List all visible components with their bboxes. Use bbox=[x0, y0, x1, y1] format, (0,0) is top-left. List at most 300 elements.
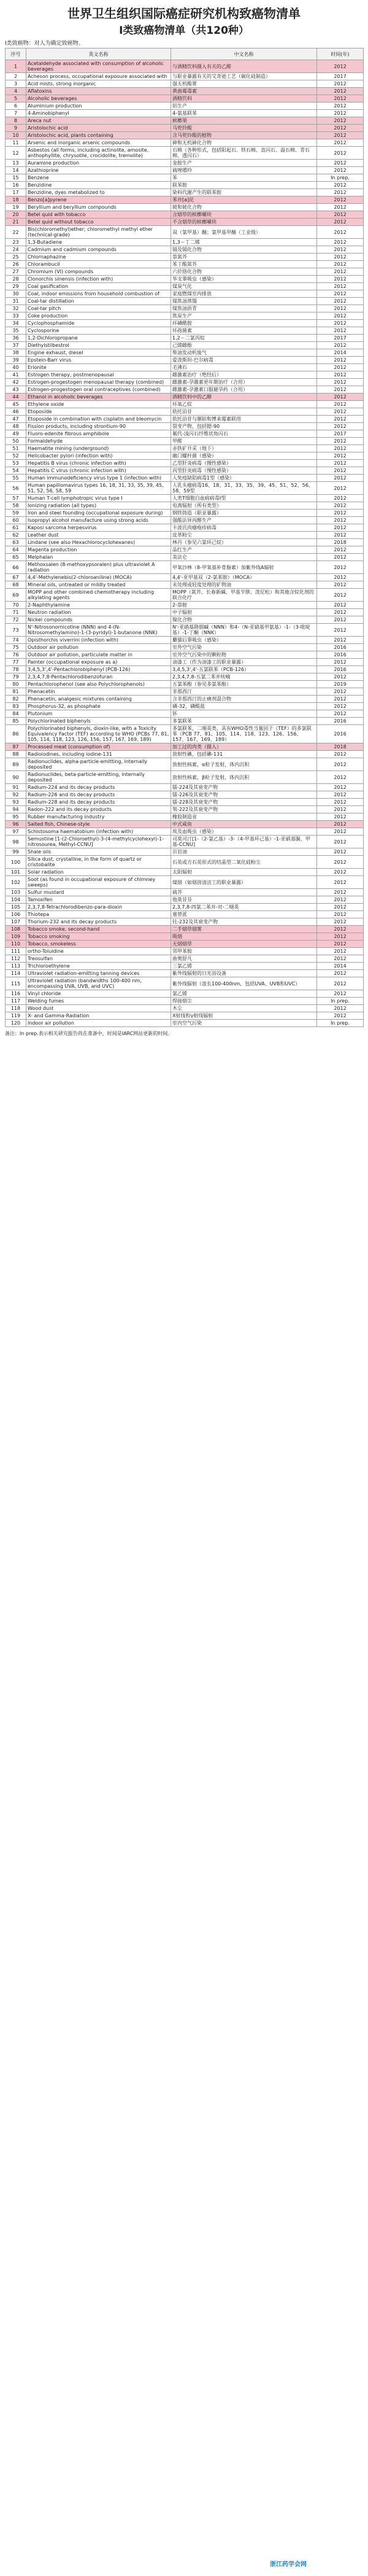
cell-chinese-name: 放射性核素，α粒子发射，体内沉积 bbox=[171, 758, 317, 771]
cell-year: 2012 bbox=[317, 688, 364, 696]
cell-english-name: Radium-224 and its decay products bbox=[26, 784, 171, 791]
cell-year: 2012 bbox=[317, 460, 364, 467]
cell-english-name: Methoxsalen (8-methoxypsoralen) plus ultraviolet A radiation bbox=[26, 561, 171, 574]
cell-english-name: Solar radiation bbox=[26, 869, 171, 876]
cell-chinese-name: 橡胶制造业 bbox=[171, 813, 317, 821]
cell-chinese-name: 氡-222及其衰变产物 bbox=[171, 806, 317, 813]
cell-year: 2012 bbox=[317, 182, 364, 189]
cell-year: 2012 bbox=[317, 103, 364, 110]
table-row bbox=[6, 132, 364, 139]
cell-year: 2012 bbox=[317, 226, 364, 239]
cell-english-name: Beryllium and beryllium compounds bbox=[26, 204, 171, 211]
cell-number: 30 bbox=[6, 290, 26, 298]
cell-english-name: Human T-cell lymphotropic virus type I bbox=[26, 495, 171, 502]
cell-chinese-name: 氯乙烯 bbox=[171, 990, 317, 998]
cell-english-name: Acetaldehyde associated with consumption of alcoholic beverages bbox=[26, 60, 171, 73]
cell-chinese-name: 不含烟草的槟榔嚼块 bbox=[171, 219, 317, 226]
table-row bbox=[6, 475, 364, 482]
cell-number: 109 bbox=[6, 933, 26, 941]
cell-english-name: Benzidine, dyes metabolized to bbox=[26, 189, 171, 196]
cell-chinese-name: 柴油发动机废气 bbox=[171, 349, 317, 357]
cell-year: 2012 bbox=[317, 204, 364, 211]
table-row bbox=[6, 305, 364, 312]
cell-chinese-name: 2,3,7,8-四氯二苯并-对-二噁英 bbox=[171, 904, 317, 911]
cell-chinese-name: 含烟草的槟榔嚼块 bbox=[171, 211, 317, 219]
table-row bbox=[6, 342, 364, 349]
table-row bbox=[6, 581, 364, 589]
cell-year: 2016 bbox=[317, 666, 364, 673]
cell-english-name: 3,4,5,3',4'-Pentachlorobiphenyl (PCB-126) bbox=[26, 666, 171, 673]
table-row bbox=[6, 349, 364, 357]
cell-english-name: Iron and steel founding (occupational exposure during) bbox=[26, 510, 171, 517]
cell-chinese-name: 石英或方石英形式的结晶型二氧化硅粉尘 bbox=[171, 856, 317, 869]
cell-chinese-name: 苯并[a]芘 bbox=[171, 196, 317, 204]
table-row bbox=[6, 869, 364, 876]
cell-chinese-name: 镍化合物 bbox=[171, 616, 317, 624]
table-row bbox=[6, 226, 364, 239]
cell-english-name: Soot (as found in occupational exposure of chimney sweeps) bbox=[26, 876, 171, 889]
cell-number: 27 bbox=[6, 268, 26, 276]
cell-chinese-name: 黄曲霉毒素 bbox=[171, 88, 317, 95]
table-row bbox=[6, 904, 364, 911]
table-row bbox=[6, 911, 364, 918]
cell-year: 2012 bbox=[317, 438, 364, 445]
table-row bbox=[6, 261, 364, 268]
cell-year: 2012 bbox=[317, 283, 364, 290]
cell-number: 64 bbox=[6, 546, 26, 554]
cell-year: 2012 bbox=[317, 848, 364, 856]
cell-chinese-name: 司莫司汀[1-（2-氯乙基）-3-（4-甲基环己基）-1-亚硝基脲，甲基-CCNU] bbox=[171, 836, 317, 848]
cell-english-name: Cadmium and cadmium compounds bbox=[26, 246, 171, 254]
cell-number: 33 bbox=[6, 312, 26, 320]
cell-chinese-name: 中子辐射 bbox=[171, 609, 317, 616]
cell-english-name: Arsenic and inorganic arsenic compounds bbox=[26, 139, 171, 147]
table-row bbox=[6, 524, 364, 532]
cell-chinese-name: 无烟烟草 bbox=[171, 941, 317, 948]
cell-english-name: Phenacetin bbox=[26, 688, 171, 696]
cell-number: 67 bbox=[6, 574, 26, 581]
table-row bbox=[6, 298, 364, 305]
cell-english-name: Formaldehyde bbox=[26, 438, 171, 445]
cell-english-name: Silica dust, crystalline, in the form of quartz or cristobalite bbox=[26, 856, 171, 869]
table-row bbox=[6, 681, 364, 688]
cell-english-name: Radium-226 and its decay products bbox=[26, 791, 171, 799]
table-row bbox=[6, 918, 364, 926]
table-row bbox=[6, 821, 364, 828]
cell-year: 2016 bbox=[317, 644, 364, 651]
table-row bbox=[6, 561, 364, 574]
cell-english-name: Betel quid without tobacco bbox=[26, 219, 171, 226]
cell-number: 41 bbox=[6, 371, 26, 379]
cell-number: 34 bbox=[6, 320, 26, 327]
table-row bbox=[6, 856, 364, 869]
cell-english-name: Estrogen-progestogen oral contraceptives (combined) bbox=[26, 386, 171, 394]
table-row bbox=[6, 379, 364, 386]
table-row bbox=[6, 460, 364, 467]
cell-chinese-name: 环孢菌素 bbox=[171, 327, 317, 335]
cell-chinese-name: 槟榔果 bbox=[171, 117, 317, 125]
cell-english-name: Rubber manufacturing industry bbox=[26, 813, 171, 821]
cell-number: 99 bbox=[6, 848, 26, 856]
cell-chinese-name: 4,4'-亚甲基双（2-氯苯胺）（MOCA） bbox=[171, 574, 317, 581]
cell-year: 2012 bbox=[317, 524, 364, 532]
cell-year: 2012 bbox=[317, 889, 364, 896]
cell-english-name: Auramine production bbox=[26, 160, 171, 167]
cell-chinese-name: 乙型肝炎病毒（慢性感染） bbox=[171, 460, 317, 467]
cell-english-name: Haematite mining (underground) bbox=[26, 445, 171, 452]
cell-english-name: MOPP and other combined chemotherapy including alkylating agents bbox=[26, 589, 171, 602]
cell-chinese-name: N'-亚硝基降烟碱（NNN）和4-（N-亚硝基甲氨基）-1-（3-吡啶基）-1-丁酮（NNK） bbox=[171, 624, 317, 637]
table-row bbox=[6, 88, 364, 95]
cell-chinese-name: 三氯乙烯 bbox=[171, 963, 317, 970]
cell-english-name: Ethanol in alcoholic beverages bbox=[26, 394, 171, 401]
cell-number: 86 bbox=[6, 725, 26, 743]
cell-english-name: Mineral oils, untreated or mildly treated bbox=[26, 581, 171, 589]
cell-chinese-name: 室外空气污染 bbox=[171, 644, 317, 651]
cell-number: 62 bbox=[6, 532, 26, 539]
cell-chinese-name: 人免疫缺陷病毒1型（感染） bbox=[171, 475, 317, 482]
cell-chinese-name: 品红生产 bbox=[171, 546, 317, 554]
cell-english-name: Chromium (VI) compounds bbox=[26, 268, 171, 276]
table-row bbox=[6, 791, 364, 799]
cell-chinese-name: 染料代谢产生的联苯胺 bbox=[171, 189, 317, 196]
cell-year: 2012 bbox=[317, 751, 364, 758]
table-row bbox=[6, 876, 364, 889]
cell-year: 2016 bbox=[317, 725, 364, 743]
cell-number: 91 bbox=[6, 784, 26, 791]
cell-number: 89 bbox=[6, 758, 26, 771]
cell-chinese-name: 钚 bbox=[171, 710, 317, 718]
cell-year: 2012 bbox=[317, 495, 364, 502]
cell-chinese-name: 铍和铍化合物 bbox=[171, 204, 317, 211]
cell-english-name: Kaposi sarcoma herpesvirus bbox=[26, 524, 171, 532]
cell-year: 2012 bbox=[317, 125, 364, 132]
cell-number: 26 bbox=[6, 261, 26, 268]
table-row bbox=[6, 445, 364, 452]
table-row bbox=[6, 254, 364, 261]
cell-english-name: Clonorchis sinensis (infection with) bbox=[26, 276, 171, 283]
cell-year: 2012 bbox=[317, 546, 364, 554]
cell-english-name: Radionuclides, alpha-particle-emitting, internally deposited bbox=[26, 758, 171, 771]
table-row bbox=[6, 948, 364, 955]
cell-number: 14 bbox=[6, 167, 26, 174]
table-row bbox=[6, 941, 364, 948]
cell-number: 116 bbox=[6, 990, 26, 998]
cell-year: 2012 bbox=[317, 1005, 364, 1012]
cell-english-name: Ethylene oxide bbox=[26, 401, 171, 408]
cell-number: 12 bbox=[6, 147, 26, 160]
cell-year: 2017 bbox=[317, 335, 364, 342]
cell-chinese-name: 六价铬化合物 bbox=[171, 268, 317, 276]
cell-chinese-name: 埃及血吸虫（感染） bbox=[171, 828, 317, 836]
carcinogen-table bbox=[5, 48, 364, 1027]
cell-year: 2012 bbox=[317, 268, 364, 276]
table-row bbox=[6, 589, 364, 602]
cell-year: 2012 bbox=[317, 941, 364, 948]
cell-english-name: Estrogen-progestogen menopausal therapy (combined) bbox=[26, 379, 171, 386]
cell-year: 2012 bbox=[317, 327, 364, 335]
cell-year: 2012 bbox=[317, 117, 364, 125]
cell-number: 53 bbox=[6, 460, 26, 467]
table-row bbox=[6, 539, 364, 546]
table-row bbox=[6, 467, 364, 475]
cell-chinese-name: 油漆工（作为油漆工的职业暴露） bbox=[171, 659, 317, 666]
cell-chinese-name: MOPP（氮芥、长春新碱、甲基苄肼、泼尼松）和其他含烷化剂的联合化疗 bbox=[171, 589, 317, 602]
cell-chinese-name: 太阳辐射 bbox=[171, 869, 317, 876]
cell-chinese-name: 放射性核素，β粒子发射，体内沉积 bbox=[171, 771, 317, 784]
cell-year: 2012 bbox=[317, 758, 364, 771]
cell-number: 66 bbox=[6, 561, 26, 574]
cell-number: 43 bbox=[6, 386, 26, 394]
cell-number: 6 bbox=[6, 103, 26, 110]
cell-english-name: Magenta production bbox=[26, 546, 171, 554]
cell-english-name: Sulfur mustard bbox=[26, 889, 171, 896]
cell-english-name: 4-Aminobiphenyl bbox=[26, 110, 171, 117]
cell-year: 2012 bbox=[317, 1012, 364, 1020]
cell-english-name: Neutron radiation bbox=[26, 609, 171, 616]
cell-number: 5 bbox=[6, 95, 26, 103]
cell-number: 82 bbox=[6, 696, 26, 703]
table-row bbox=[6, 482, 364, 495]
page-subtitle: I类致癌物清单（共120种） bbox=[119, 25, 249, 37]
cell-english-name: Radium-228 and its decay products bbox=[26, 799, 171, 806]
cell-english-name: Wood dust bbox=[26, 1005, 171, 1012]
cell-number: 63 bbox=[6, 539, 26, 546]
cell-year: 2012 bbox=[317, 806, 364, 813]
cell-number: 97 bbox=[6, 828, 26, 836]
cell-number: 51 bbox=[6, 445, 26, 452]
cell-english-name: Erionite bbox=[26, 364, 171, 371]
table-row bbox=[6, 139, 364, 147]
cell-year: 2012 bbox=[317, 799, 364, 806]
cell-chinese-name: 己烯雌酚 bbox=[171, 342, 317, 349]
cell-chinese-name: 中式咸鱼 bbox=[171, 821, 317, 828]
cell-english-name: Nickel compounds bbox=[26, 616, 171, 624]
cell-english-name: Polychlorinated biphenyls, dioxin-like, with a Toxicity Equivalency Factor (TEF) according to WHO (PCBs 77, 81, 105, 114, 118, 123, 126, 156, 157, 167, 169, 189) bbox=[26, 725, 171, 743]
cell-english-name: Epstein-Barr virus bbox=[26, 357, 171, 364]
cell-number: 50 bbox=[6, 438, 26, 445]
cell-year: 2017 bbox=[317, 430, 364, 438]
cell-chinese-name: 强无机酸雾 bbox=[171, 80, 317, 88]
cell-year: 2012 bbox=[317, 189, 364, 196]
cell-number: 11 bbox=[6, 139, 26, 147]
cell-year: 2012 bbox=[317, 80, 364, 88]
cell-year: 2016 bbox=[317, 718, 364, 725]
cell-year: 2012 bbox=[317, 320, 364, 327]
cell-year: 2012 bbox=[317, 616, 364, 624]
cell-english-name: Painter (occupational exposure as a) bbox=[26, 659, 171, 666]
cell-chinese-name: 焊接烟尘 bbox=[171, 998, 317, 1005]
cell-number: 29 bbox=[6, 283, 26, 290]
cell-chinese-name: 钍-232及其衰变产物 bbox=[171, 918, 317, 926]
cell-number: 79 bbox=[6, 673, 26, 681]
cell-english-name: Benzidine bbox=[26, 182, 171, 189]
cell-number: 10 bbox=[6, 132, 26, 139]
cell-year: 2012 bbox=[317, 918, 364, 926]
cell-number: 31 bbox=[6, 298, 26, 305]
cell-year: 2012 bbox=[317, 60, 364, 73]
table-row bbox=[6, 609, 364, 616]
cell-year: 2017 bbox=[317, 73, 364, 80]
table-row bbox=[6, 970, 364, 977]
cell-year: 2012 bbox=[317, 394, 364, 401]
cell-year: 2012 bbox=[317, 482, 364, 495]
cell-english-name: Tobacco smoke, second-hand bbox=[26, 926, 171, 933]
cell-chinese-name: 煤烟（如烟囱清洁工的职业暴露） bbox=[171, 876, 317, 889]
cell-number: 58 bbox=[6, 502, 26, 510]
cell-year: 2012 bbox=[317, 160, 364, 167]
cell-chinese-name: 人类T细胞白血病病毒I型 bbox=[171, 495, 317, 502]
cell-english-name: N'-Nitrosonornicotine (NNN) and 4-(N-Nitrosomethylamino)-1-(3-pyridyl)-1-butanone (NNK) bbox=[26, 624, 171, 637]
cell-number: 56 bbox=[6, 482, 26, 495]
cell-year: 2012 bbox=[317, 813, 364, 821]
cell-number: 25 bbox=[6, 254, 26, 261]
cell-year: 2012 bbox=[317, 290, 364, 298]
cell-chinese-name: 皮革粉尘 bbox=[171, 532, 317, 539]
cell-year: In prep. bbox=[317, 998, 364, 1005]
cell-chinese-name: 环氧乙烷 bbox=[171, 401, 317, 408]
table-row bbox=[6, 554, 364, 561]
cell-number: 113 bbox=[6, 963, 26, 970]
cell-year: 2012 bbox=[317, 386, 364, 394]
cell-english-name: Plutonium bbox=[26, 710, 171, 718]
cell-chinese-name: 页岩油 bbox=[171, 848, 317, 856]
cell-chinese-name: 4-氨基联苯 bbox=[171, 110, 317, 117]
cell-year: 2012 bbox=[317, 828, 364, 836]
cell-english-name: Chlornaphazine bbox=[26, 254, 171, 261]
cell-number: 80 bbox=[6, 681, 26, 688]
table-row bbox=[6, 848, 364, 856]
cell-chinese-name: 非那西汀 bbox=[171, 688, 317, 696]
table-row bbox=[6, 751, 364, 758]
cell-english-name: Acheson process, occupational exposure associated with bbox=[26, 73, 171, 80]
table-row bbox=[6, 836, 364, 848]
cell-english-name: Coal-tar distillation bbox=[26, 298, 171, 305]
cell-chinese-name: 双（氯甲基）醚；氯甲基甲醚（工业级） bbox=[171, 226, 317, 239]
cell-chinese-name: 1,3－丁二烯 bbox=[171, 239, 317, 246]
table-row bbox=[6, 196, 364, 204]
cell-number: 61 bbox=[6, 524, 26, 532]
cell-english-name: Ultraviolet radiation (bandwidths 100-400 nm, encompassing UVA, UVB, and UVC) bbox=[26, 977, 171, 990]
table-row bbox=[6, 80, 364, 88]
table-row bbox=[6, 495, 364, 502]
cell-number: 21 bbox=[6, 219, 26, 226]
cell-english-name: Ionizing radiation (all types) bbox=[26, 502, 171, 510]
cell-chinese-name: 家庭燃煤室内排放 bbox=[171, 290, 317, 298]
cell-number: 95 bbox=[6, 813, 26, 821]
cell-number: 115 bbox=[6, 977, 26, 990]
cell-year: 2012 bbox=[317, 703, 364, 710]
cell-chinese-name: 塞替派 bbox=[171, 911, 317, 918]
table-row bbox=[6, 710, 364, 718]
cell-number: 9 bbox=[6, 125, 26, 132]
cell-number: 107 bbox=[6, 918, 26, 926]
cell-year: 2012 bbox=[317, 589, 364, 602]
cell-english-name: Isopropyl alcohol manufacture using strong acids bbox=[26, 517, 171, 524]
cell-number: 76 bbox=[6, 651, 26, 659]
cell-year: 2012 bbox=[317, 147, 364, 160]
cell-chinese-name: 室外空气污染中的颗粒物 bbox=[171, 651, 317, 659]
table-row bbox=[6, 438, 364, 445]
cell-number: 2 bbox=[6, 73, 26, 80]
table-row bbox=[6, 659, 364, 666]
cell-number: 15 bbox=[6, 174, 26, 182]
cell-year: 2012 bbox=[317, 502, 364, 510]
cell-chinese-name: 2,3,4,7,8-五氯二苯并呋喃 bbox=[171, 673, 317, 681]
cell-year: 2016 bbox=[317, 651, 364, 659]
cell-english-name: Etoposide bbox=[26, 408, 171, 416]
cell-english-name: Coal-tar pitch bbox=[26, 305, 171, 312]
cell-chinese-name: 爱泼斯坦-巴尔病毒 bbox=[171, 357, 317, 364]
cell-year: 2012 bbox=[317, 896, 364, 904]
cell-chinese-name: 金胺生产 bbox=[171, 160, 317, 167]
cell-english-name: Coal gasification bbox=[26, 283, 171, 290]
cell-year: 2014 bbox=[317, 349, 364, 357]
cell-chinese-name: 甲氧沙林（8-甲氧基补骨脂素）加紫外线A辐射 bbox=[171, 561, 317, 574]
table-row bbox=[6, 1005, 364, 1012]
cell-number: 38 bbox=[6, 349, 26, 357]
cell-english-name: Fluoro-edenite fibrous amphibole bbox=[26, 430, 171, 438]
cell-number: 102 bbox=[6, 876, 26, 889]
cell-english-name: Human papillomavirus types 16, 18, 31, 33, 35, 39, 45, 51, 52, 56, 58, 59 bbox=[26, 482, 171, 495]
cell-chinese-name: 曲奥舒凡 bbox=[171, 955, 317, 963]
cell-chinese-name: 雌激素治疗（绝经后） bbox=[171, 371, 317, 379]
cell-number: 81 bbox=[6, 688, 26, 696]
cell-english-name: Aflatoxins bbox=[26, 88, 171, 95]
cell-chinese-name: 依托泊苷与顺铂和博来霉素联用 bbox=[171, 416, 317, 423]
cell-year: 2019 bbox=[317, 681, 364, 688]
table-row bbox=[6, 806, 364, 813]
cell-number: 87 bbox=[6, 743, 26, 751]
cell-year: 2012 bbox=[317, 602, 364, 609]
table-row bbox=[6, 335, 364, 342]
table-row bbox=[6, 219, 364, 226]
cell-number: 119 bbox=[6, 1012, 26, 1020]
cell-english-name: Estrogen therapy, postmenopausal bbox=[26, 371, 171, 379]
table-row bbox=[6, 125, 364, 132]
cell-number: 108 bbox=[6, 926, 26, 933]
cell-chinese-name: 酒精饮料 bbox=[171, 95, 317, 103]
table-row bbox=[6, 1012, 364, 1020]
cell-number: 84 bbox=[6, 710, 26, 718]
cell-year: 2012 bbox=[317, 836, 364, 848]
cell-english-name: Diethylstilbestrol bbox=[26, 342, 171, 349]
table-body bbox=[6, 60, 364, 1027]
cell-number: 48 bbox=[6, 423, 26, 430]
table-row bbox=[6, 624, 364, 637]
cell-number: 1 bbox=[6, 60, 26, 73]
table-row bbox=[6, 386, 364, 394]
cell-chinese-name: 煤炭气化 bbox=[171, 283, 317, 290]
page-title: 世界卫生组织国际癌症研究机构致癌物清单 bbox=[67, 6, 301, 21]
cell-number: 112 bbox=[6, 955, 26, 963]
cell-year: 2012 bbox=[317, 298, 364, 305]
cell-chinese-name: 酒精饮料中的乙醇 bbox=[171, 394, 317, 401]
cell-number: 101 bbox=[6, 869, 26, 876]
cell-english-name: Salted fish, Chinese-style bbox=[26, 821, 171, 828]
cell-chinese-name: 雌激素-孕激素口服避孕药（合用） bbox=[171, 386, 317, 394]
cell-year: 2012 bbox=[317, 955, 364, 963]
table-row bbox=[6, 616, 364, 624]
cell-english-name: Radioiodines, including iodine-131 bbox=[26, 751, 171, 758]
table-row bbox=[6, 799, 364, 806]
cell-number: 98 bbox=[6, 836, 26, 848]
cell-year: 2012 bbox=[317, 342, 364, 349]
cell-english-name: Coke production bbox=[26, 312, 171, 320]
cell-number: 83 bbox=[6, 703, 26, 710]
table-row bbox=[6, 327, 364, 335]
table-row bbox=[6, 933, 364, 941]
